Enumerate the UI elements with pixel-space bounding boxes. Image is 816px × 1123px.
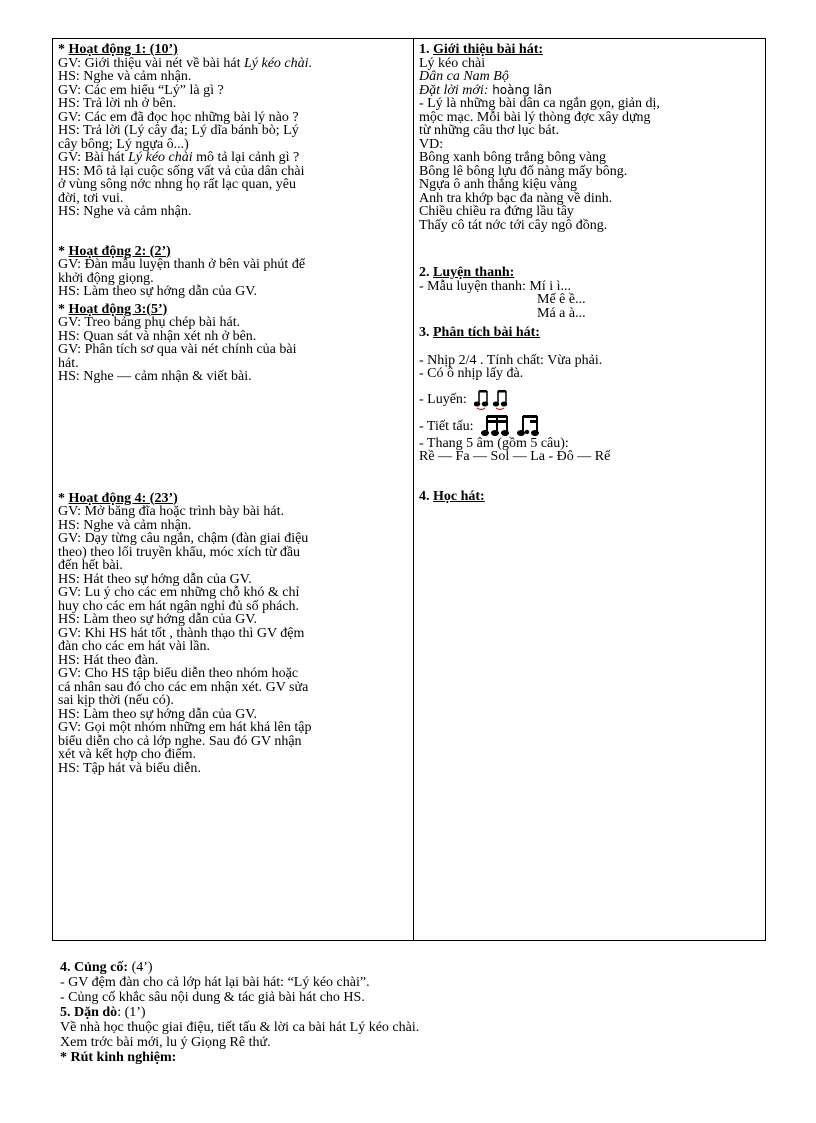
section-2-heading: 2. Luyện thanh: — [419, 265, 515, 280]
song-origin: Dân ca Nam Bộ — [419, 69, 509, 84]
text-line: HS: Làm theo sự hớng dẫn của GV. — [58, 284, 258, 299]
verse-line: Thấy cô tát nớc tới cây ngô đồng. — [419, 217, 608, 233]
reflection-heading: * Rút kinh nghiệm: — [60, 1050, 177, 1065]
text-line: sai kịp thời (nếu có). — [58, 693, 174, 708]
text-line: đời, tơi vui. — [58, 190, 124, 206]
activity-1-heading: * Hoạt động 1: (10’) — [58, 42, 178, 57]
text-line: GV: Mở băng đĩa hoặc trình bày bài hát. — [58, 504, 285, 519]
text-line: GV: Giới thiệu vài nét về bài hát Lý kéo chài. — [58, 55, 313, 71]
text-line: GV: Phân tích sơ qua vài nét chính của bài — [58, 342, 297, 357]
text-line: mộc mạc. Mỗi bài lý thòng đợc xây dựng — [419, 109, 651, 125]
text-line: đàn cho các em hát vài lần. — [58, 639, 210, 654]
text-line: - Có ô nhịp lấy đà. — [419, 366, 524, 381]
text-line: HS: Nghe và cảm nhận. — [58, 204, 192, 219]
homework-heading: 5. Dặn dò: (1’) — [60, 1005, 146, 1020]
text-line: HS: Hát theo đàn. — [58, 652, 159, 668]
text-line: huy cho các em hát ngân nghỉ đủ số phách. — [58, 598, 300, 614]
text-line: HS: Trả lời (Lý cây đa; Lý dĩa bánh bò; Lý — [58, 123, 299, 138]
lesson-table — [52, 38, 766, 941]
verse-line: Anh tra khớp bạc đa nàng về dinh. — [419, 190, 613, 206]
rhythm-notes-icon — [481, 413, 545, 439]
text-line: cá nhân sau đó cho các em nhận xét. GV sửa — [58, 679, 309, 695]
text-line: Má a à... — [537, 305, 586, 321]
text-line: GV: Gọi một nhóm những em hát khá lên tập — [58, 720, 312, 735]
column-divider — [413, 39, 414, 940]
text-line: HS: Nghe — cảm nhận & viết bài. — [58, 369, 252, 384]
consolidation-heading: 4. Củng cố: (4’) — [60, 960, 153, 975]
text-line: GV: Cho HS tập biểu diễn theo nhóm hoặc — [58, 666, 299, 681]
text-line: HS: Nghe và cảm nhận. — [58, 517, 192, 533]
text-line: HS: Mô tả lại cuộc sống vất vả của dân chài — [58, 163, 305, 179]
text-line: ở vùng sông nớc nhng họ rất lạc quan, yêu — [58, 177, 296, 192]
text-line: theo) theo lối truyền khẩu, móc xích từ đầu — [58, 544, 301, 560]
activities-column — [58, 43, 406, 775]
text-line: Xem trớc bài mới, lu ý Giọng Rê thứ. — [60, 1035, 271, 1050]
text-line: đến hết bài. — [58, 558, 123, 573]
lyric-credit: Đặt lời mới: hoàng lân — [419, 82, 552, 98]
verse-line: Chiều chiều ra đứng lầu tây — [419, 204, 574, 219]
section-4-heading: 4. Học hát: — [419, 488, 485, 504]
text-line: GV: Dạy từng câu ngắn, chậm (đàn giai điệu — [58, 531, 309, 546]
section-1-heading: 1. Giới thiệu bài hát: — [419, 42, 544, 57]
verse-line: Bông xanh bông trắng bông vàng — [419, 150, 607, 165]
text-line: biểu diễn cho cả lớp nghe. Sau đó GV nhận — [58, 733, 302, 749]
text-line: HS: Làm theo sự hớng dẫn của GV. — [58, 612, 258, 627]
text-line: từ những câu thơ lục bát. — [419, 123, 559, 138]
rhythm-row: - Tiết tấu: — [419, 413, 759, 437]
text-line: HS: Quan sát và nhận xét nh ở bên. — [58, 328, 257, 344]
text-line: Về nhà học thuộc giai điệu, tiết tấu & lời ca bài hát Lý kéo chài. — [60, 1020, 420, 1035]
song-title: Lý kéo chài — [419, 55, 486, 71]
text-line: HS: Tập hát và biểu diễn. — [58, 760, 201, 776]
text-line: hát. — [58, 355, 79, 371]
section-3-heading: 3. Phân tích bài hát: — [419, 325, 540, 340]
content-column — [419, 43, 759, 503]
text-line: GV: Treo bảng phụ chép bài hát. — [58, 315, 241, 330]
closing-section — [60, 960, 760, 1065]
slur-row: - Luyến: — [419, 387, 759, 409]
text-line: VD: — [419, 136, 444, 152]
text-line: HS: Hát theo sự hớng dẫn của GV. — [58, 571, 252, 587]
verse-line: Bông lê bông lựu đố nàng mấy bông. — [419, 163, 628, 179]
text-line: GV: Lu ý cho các em những chỗ khó & chỉ — [58, 585, 300, 600]
text-line: GV: Đàn mẫu luyện thanh ở bên vài phút để — [58, 257, 306, 272]
text-line: - Thang 5 âm (gồm 5 câu): — [419, 435, 569, 451]
text-line: - Nhịp 2/4 . Tính chất: Vừa phải. — [419, 352, 603, 368]
text-line: - Lý là những bài dân ca ngắn gọn, giản dị, — [419, 96, 660, 111]
text-line: HS: Trả lời nh ở bên. — [58, 96, 177, 111]
text-line: - Củng cố khắc sâu nội dung & tác giả bài hát cho HS. — [60, 990, 365, 1005]
text-line: GV: Các em đã đọc học những bài lý nào ? — [58, 109, 299, 125]
text-line: HS: Làm theo sự hớng dẫn của GV. — [58, 706, 258, 722]
slur-notes-icon — [474, 387, 514, 411]
text-line: cây bông; Lý ngựa ô...) — [58, 136, 189, 152]
text-line: - GV đệm đàn cho cả lớp hát lại bài hát: “Lý kéo chài”. — [60, 975, 370, 990]
activity-2-heading: * Hoạt động 2: (2’) — [58, 243, 171, 259]
scale-notes: Rề — Fa — Sol — La - Đô — Rế — [419, 449, 611, 464]
activity-3-heading: * Hoạt động 3:(5’) — [58, 301, 168, 317]
activity-4-heading: * Hoạt động 4: (23’) — [58, 490, 178, 506]
text-line: khởi động giọng. — [58, 270, 154, 286]
text-line: GV: Khi HS hát tốt , thành thạo thì GV đệm — [58, 625, 305, 641]
text-line: Mế ê ề... — [537, 292, 586, 307]
text-line: HS: Nghe và cảm nhận. — [58, 69, 192, 84]
activity-1-body — [58, 57, 406, 219]
text-line: xét và kết hợp cho điểm. — [58, 747, 197, 762]
verse-line: Ngựa ô anh thắng kiệu vàng — [419, 177, 578, 192]
text-line: GV: Các em hiểu “Lý” là gì ? — [58, 82, 224, 98]
text-line: - Mẫu luyện thanh: Mí i ì... — [419, 278, 572, 294]
text-line: GV: Bài hát Lý kéo chài mô tả lại cảnh gì ? — [58, 150, 300, 165]
